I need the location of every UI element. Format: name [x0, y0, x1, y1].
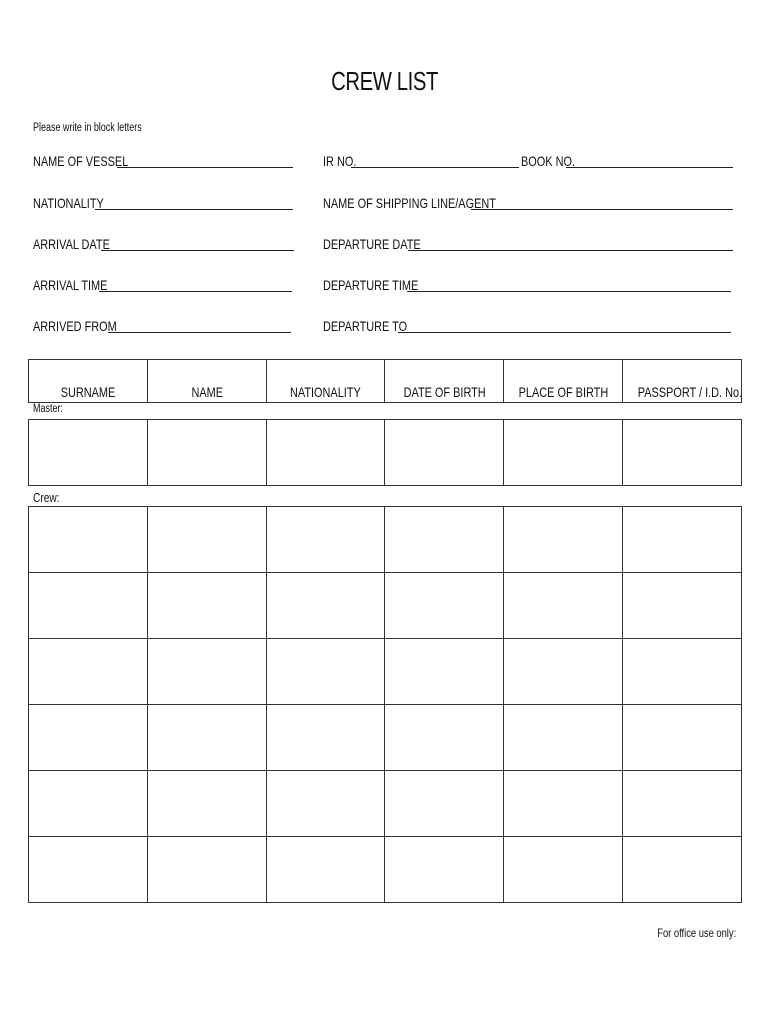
crew-cell[interactable]: [385, 771, 504, 837]
crew-cell[interactable]: [623, 705, 742, 771]
crew-table-header: [28, 359, 742, 403]
crew-cell[interactable]: [266, 705, 385, 771]
crew-row: [29, 705, 742, 771]
crew-cell[interactable]: [29, 705, 148, 771]
crew-cell[interactable]: [623, 837, 742, 903]
ir-no-field[interactable]: IR NO.: [323, 151, 519, 171]
crew-cell[interactable]: [385, 507, 504, 573]
office-use-note: For office use only:: [657, 926, 736, 940]
crew-cell[interactable]: [147, 771, 266, 837]
crew-cell[interactable]: [504, 705, 623, 771]
crew-label: Crew:: [33, 490, 60, 505]
departure-date-field[interactable]: DEPARTURE DATE: [323, 234, 733, 254]
book-no-field[interactable]: BOOK NO.: [521, 151, 733, 171]
crew-cell[interactable]: [29, 573, 148, 639]
vessel-name-field[interactable]: NAME OF VESSEL: [33, 151, 293, 171]
arrival-date-field[interactable]: ARRIVAL DATE: [33, 234, 294, 254]
crew-cell[interactable]: [147, 837, 266, 903]
crew-cell[interactable]: [385, 705, 504, 771]
instruction-note: Please write in block letters: [33, 122, 142, 134]
column-header-nationality: NATIONALITY: [266, 360, 385, 403]
master-label: Master:: [33, 403, 63, 415]
crew-row: [29, 837, 742, 903]
column-header-surname: SURNAME: [29, 360, 148, 403]
crew-cell[interactable]: [29, 639, 148, 705]
crew-cell[interactable]: [504, 573, 623, 639]
master-nationality-cell[interactable]: [266, 420, 385, 486]
crew-cell[interactable]: [147, 507, 266, 573]
crew-cell[interactable]: [147, 639, 266, 705]
crew-cell[interactable]: [266, 837, 385, 903]
crew-cell[interactable]: [29, 771, 148, 837]
crew-cell[interactable]: [504, 771, 623, 837]
crew-cell[interactable]: [29, 507, 148, 573]
crew-cell[interactable]: [147, 573, 266, 639]
crew-cell[interactable]: [385, 639, 504, 705]
crew-cell[interactable]: [147, 705, 266, 771]
crew-cell[interactable]: [504, 639, 623, 705]
crew-cell[interactable]: [623, 573, 742, 639]
master-row: [29, 420, 742, 486]
nationality-field[interactable]: NATIONALITY: [33, 193, 293, 213]
column-header-passport: PASSPORT / I.D. No.: [623, 360, 742, 403]
crew-cell[interactable]: [385, 573, 504, 639]
page-title: CREW LIST: [331, 66, 439, 96]
column-header-place-of-birth: PLACE OF BIRTH: [504, 360, 623, 403]
crew-row: [29, 771, 742, 837]
arrival-time-field[interactable]: ARRIVAL TIME: [33, 275, 292, 295]
master-surname-cell[interactable]: [29, 420, 148, 486]
column-header-date-of-birth: DATE OF BIRTH: [385, 360, 504, 403]
master-passport-cell[interactable]: [623, 420, 742, 486]
column-header-name: NAME: [147, 360, 266, 403]
crew-cell[interactable]: [266, 573, 385, 639]
arrived-from-field[interactable]: ARRIVED FROM: [33, 316, 291, 336]
crew-cell[interactable]: [266, 507, 385, 573]
crew-cell[interactable]: [623, 771, 742, 837]
departure-to-field[interactable]: DEPARTURE TO: [323, 316, 731, 336]
master-place-of-birth-cell[interactable]: [504, 420, 623, 486]
master-name-cell[interactable]: [147, 420, 266, 486]
master-date-of-birth-cell[interactable]: [385, 420, 504, 486]
crew-table: [28, 506, 742, 903]
crew-row: [29, 639, 742, 705]
departure-time-field[interactable]: DEPARTURE TIME: [323, 275, 731, 295]
crew-cell[interactable]: [266, 771, 385, 837]
crew-cell[interactable]: [623, 639, 742, 705]
crew-row: [29, 573, 742, 639]
crew-cell[interactable]: [29, 837, 148, 903]
crew-cell[interactable]: [266, 639, 385, 705]
crew-cell[interactable]: [623, 507, 742, 573]
crew-cell[interactable]: [385, 837, 504, 903]
crew-cell[interactable]: [504, 507, 623, 573]
shipping-line-field[interactable]: NAME OF SHIPPING LINE/AGENT: [323, 193, 733, 213]
master-table: [28, 419, 742, 486]
crew-cell[interactable]: [504, 837, 623, 903]
crew-row: [29, 507, 742, 573]
